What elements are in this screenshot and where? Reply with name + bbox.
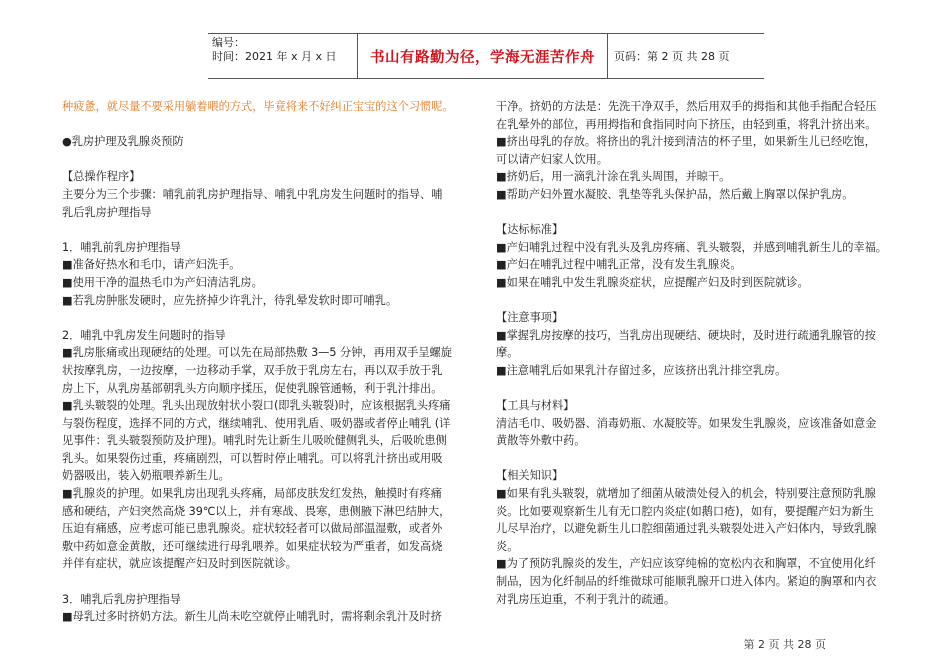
list-item: ■使用干净的温热毛巾为产妇清洁乳房。 xyxy=(62,275,263,289)
body-line: ■乳腺炎的护理。如果乳房出现乳头疼痛，局部皮肤发红发热，触摸时有疼痛 xyxy=(62,487,442,501)
body-line: ■为了预防乳腺炎的发生，产妇应该穿纯棉的宽松内衣和胸罩，不宜使用化纤 xyxy=(496,557,876,571)
list-item: ■准备好热水和毛巾，请产妇洗手。 xyxy=(62,258,241,272)
body-line: 清洁毛巾、吸奶器、消毒奶瓶、水凝胶等。如果发生乳腺炎，应该准备如意金 xyxy=(496,416,877,430)
body-line: ■挤出母乳的存放。将挤出的乳汁接到清洁的杯子里，如果新生儿已经吃饱， xyxy=(496,135,876,149)
body-line: 对乳房压迫重，不利于乳汁的疏通。 xyxy=(496,592,676,606)
right-column xyxy=(496,98,916,608)
body-line: ■母乳过多时挤奶方法。新生儿尚未吃空就停止哺乳时，需将剩余乳汁及时挤 xyxy=(62,610,442,624)
body-line: 房上下，从乳房基部朝乳头方向顺序揉压，促使乳腺管通畅，利于乳汁排出。 xyxy=(62,381,443,395)
list-item: ■如果在哺乳中发生乳腺炎症状，应提醒产妇及时到医院就诊。 xyxy=(496,275,809,289)
body-line: 敷中药如意金黄散，还可继续进行母乳喂养。如果症状较为严重者，如发高烧 xyxy=(62,539,443,553)
procedure-line: 主要分为三个步骤：哺乳前乳房护理指导、哺乳中乳房发生问题时的指导、哺 xyxy=(62,187,443,201)
body-line: ■挤奶后，用一滴乳汁涂在乳头周围，并晾干。 xyxy=(496,170,731,184)
body-line: 压迫有痛感，应考虑可能已患乳腺炎。症状较轻者可以做局部温湿敷，或者外 xyxy=(62,522,443,536)
body-line: 炎。比如要观察新生儿有无口腔内炎症(如鹅口疮)，如有，要提醒产妇为新生 xyxy=(496,504,874,518)
body-line: ■乳头皲裂的处理。乳头出现放射状小裂口(即乳头皲裂)时，应该根据乳头疼痛 xyxy=(62,399,451,413)
document-time-label: 时间：2021 年 x 月 x 日 xyxy=(212,50,337,63)
body-line: 黄散等外敷中药。 xyxy=(496,434,586,448)
body-line: 炎。 xyxy=(496,539,519,553)
document-number-label: 编号： xyxy=(212,36,245,49)
subsection-title: 2．哺乳中乳房发生问题时的指导 xyxy=(62,328,226,342)
procedure-heading: 【总操作程序】 xyxy=(62,170,141,184)
subsection-title: 3．哺乳后乳房护理指导 xyxy=(62,592,181,606)
knowledge-heading: 【相关知识】 xyxy=(496,469,564,483)
body-line: 状按摩乳房，一边按摩，一边移动手掌，双手放于乳房左右，再以双手放于乳 xyxy=(62,363,443,377)
list-item: ■掌握乳房按摩的技巧，当乳房出现硬结、硬块时，及时进行疏通乳腺管的按 xyxy=(496,328,876,342)
procedure-line: 乳后乳房护理指导 xyxy=(62,205,152,219)
list-item: 摩。 xyxy=(496,346,519,360)
body-line: 并伴有症状，就应该提醒产妇及时到医院就诊。 xyxy=(62,557,297,571)
tools-heading: 【工具与材料】 xyxy=(496,399,575,413)
body-line: ■乳房胀痛或出现硬结的处理。可以先在局部热敷 3—5 分钟，再用双手呈螺旋 xyxy=(62,346,452,360)
body-line: 见事件：乳头皲裂预防及护理)。哺乳时先让新生儿吸吮健侧乳头，后吸吮患侧 xyxy=(62,434,447,448)
page-header xyxy=(208,33,764,79)
subsection-title: 1．哺乳前乳房护理指导 xyxy=(62,240,181,254)
header-meta xyxy=(208,34,358,78)
body-line: 制品，因为化纤制品的纤维微球可能顺乳腺开口进入体内。紧迫的胸罩和内衣 xyxy=(496,575,877,589)
standard-heading: 【达标标准】 xyxy=(496,223,564,237)
list-item: ■若乳房肿胀发硬时，应先挤掉少许乳汁，待乳晕发软时即可哺乳。 xyxy=(62,293,398,307)
left-column xyxy=(62,98,480,626)
intro-text: 种疲惫，就尽量不要采用躺着喂的方式，毕竟将来不好纠正宝宝的这个习惯呢。 xyxy=(62,100,454,113)
body-line: 与裂伤程度，选择不同的方式，继续哺乳、使用乳盾、吸奶器或者停止哺乳 (详 xyxy=(62,416,451,430)
header-motto: 书山有路勤为径，学海无涯苦作舟 xyxy=(358,34,608,78)
body-line: 可以请产妇家人饮用。 xyxy=(496,152,608,166)
body-line: 奶器吸出，装入奶瓶喂养新生儿。 xyxy=(62,469,230,483)
list-item: ■注意哺乳后如果乳汁存留过多，应该挤出乳汁排空乳房。 xyxy=(496,363,787,377)
body-line: 儿尽早治疗，以避免新生儿口腔细菌通过乳头皲裂处进入产妇体内，导致乳腺 xyxy=(496,522,877,536)
body-line: 在乳晕外的部位，再用拇指和食指同时向下挤压，由轻到重，将乳汁挤出来。 xyxy=(496,117,877,131)
header-page-info: 页码：第 2 页 共 28 页 xyxy=(614,50,730,63)
section-title: ●乳房护理及乳腺炎预防 xyxy=(62,135,184,149)
body-line: 干净。挤奶的方法是：先洗干净双手，然后用双手的拇指和其他手指配合轻压 xyxy=(496,100,877,113)
page-footer: 第 2 页 共 28 页 xyxy=(743,638,826,651)
body-line: ■帮助产妇外置水凝胶、乳垫等乳头保护品，然后戴上胸罩以保护乳房。 xyxy=(496,187,854,201)
list-item: ■产妇在哺乳过程中哺乳正常，没有发生乳腺炎。 xyxy=(496,258,742,272)
body-line: 感和硬结，产妇突然高烧 39℃以上，并有寒战、畏寒，患侧腋下淋巴结肿大， xyxy=(62,504,451,518)
notes-heading: 【注意事项】 xyxy=(496,311,564,325)
body-line: ■如果有乳头皲裂，就增加了细菌从破溃处侵入的机会，特别要注意预防乳腺 xyxy=(496,487,876,501)
body-line: 乳头。如果裂伤过重，疼痛剧烈，可以暂时停止哺乳。可以将乳汁挤出或用吸 xyxy=(62,451,443,465)
list-item: ■产妇哺乳过程中没有乳头及乳房疼痛、乳头皲裂，并感到哺乳新生儿的幸福。 xyxy=(496,240,887,254)
